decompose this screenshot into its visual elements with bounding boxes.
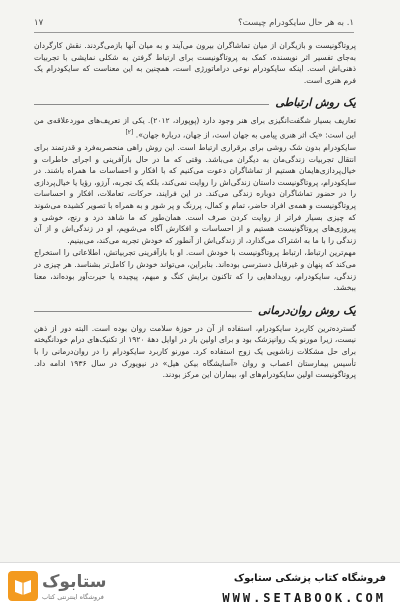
section-heading-rule [34,311,252,312]
footnote-marker: [۲] [125,128,134,136]
section-heading-psychotherapy [34,304,356,318]
paragraph-2-text: تعاریف بسیار شگفت‌انگیزی برای هنر وجود دارد (پوپوراد، ۲۰۱۲). یکی از تعریف‌های موردعلاقه‌ی من این است: «یک اثر هنری پیامی به جهان است، از جهان، دربارهٔ جهان». [34,116,356,140]
paragraph-3: سایکودرام بدون شک روشی برای برقراری ارتباط است. این روش راهی منحصربه‌فرد و قدرتمند برای انتقال تجربیات زندگی‌مان به دیگران می‌باشد. وقتی که ما در حال بازآفرینی و اجرای خاطرات و خیال‌پردازی‌هایمان هستیم از تماشاگران دعوت می‌کنیم که با افکار و احساسات ما همراه باشند. در سایکودرام، پروتاگونیست داستان زندگی‌اش را روایت نمی‌کند، بلکه یک تجربه، آرزو، رؤیا یا خیال‌پردازی را در حضور تماشاگران دوباره زندگی می‌کند. در این فرایند، حرکات، تعاملات، افکار و احساسات پروتاگونیست و همه‌ی افراد حاضر، تمام و کمال، پررنگ و پر شور و به همراه با تصویر کشیده می‌شوند که چیزی بسیار فراتر از روایت کردن صرف است. همان‌طور که ما شاهد درد و رنج، خوشی و پیروزی‌های پروتاگونیست هستیم و از احساسات و افکارش آگاه می‌شویم، او در زندگی‌اش و از آن زندگی را با ما به اشتراک می‌گذارد، از زندگی‌اش از آنطور که خودش تجربه می‌کند، می‌بینیم. [34,143,356,245]
store-footer [0,562,400,615]
section-heading-communication [34,96,356,110]
page-content [34,40,356,382]
book-icon [8,571,38,601]
store-name: فروشگاه کتاب پزشکی ستابوک [233,573,386,584]
page-number: ۱۷ [34,18,44,28]
paragraph-2 [34,115,356,141]
section-heading-text: یک روش ارتباطی [275,96,356,110]
running-header [34,16,354,30]
logo-tagline: فروشگاه اینترنتی کتاب [42,593,104,601]
header-rule [34,32,354,33]
section-heading-rule [34,104,269,105]
paragraph-4: مهم‌ترین ارتباط، ارتباط پروتاگونیست با خودش است. او با بازآفرینی تجربیاتش، اطلاعاتی را استخراج می‌کند که پنهان و غیرقابل دسترسی بوده‌اند. بنابراین، می‌تواند خودش را کامل‌تر بشناسد. هر چیزی در زندگی، سایکودرام، رویدادهایی را که تاکنون برایش کنگ و مبهم، پیچیده یا حیرت‌آور بوده‌اند، معنا ببخشد. [34,248,356,293]
store-url-link[interactable]: WWW.SETABOOK.COM [222,591,386,605]
paragraph-1: پروتاگونیست و بازیگران از میان تماشاگران بیرون می‌آیند و به میان آنها بازمی‌گردند. نقش کارگردان به‌جای تفسیر اثر نویسنده، کمک به پروتاگونیست برای ارتباط گرفتن به شکلی نمایشی با تجربیات ذهنی‌اش است. اینکه سایکودرام نوعی دراماتورژی است، همچنین به این معناست که سایکودرام یک فرم هنری است. [34,41,356,85]
logo-wordmark: ستابوک [42,572,107,592]
paragraph-5: گسترده‌ترین کاربرد سایکودرام، استفاده از آن در حوزهٔ سلامت روان بوده است. البته دور از ذهن نیست، زیرا مورنو یک روانپزشک بود و برای اولین بار در اوایل دههٔ ۱۹۲۰ از تکنیک‌های درام خودانگیخته برای حل مشکلات زناشویی یک زوج استفاده کرد. مورنو کاربرد سایکودرام را در روان‌درمانی را با تأسیس بیمارستان اعصاب و روان «آسایشگاه بیکن هیل» در نیویورک در سال ۱۹۳۶ ادامه داد. پروتاگونیست اولین سایکودرام‌های او، بیماران این مرکز بودند. [34,323,356,380]
section-heading-text: یک روش روان‌درمانی [257,303,356,317]
setabook-logo[interactable] [8,571,118,609]
chapter-title: ۱. به هر حال سایکودرام چیست؟ [238,18,354,28]
